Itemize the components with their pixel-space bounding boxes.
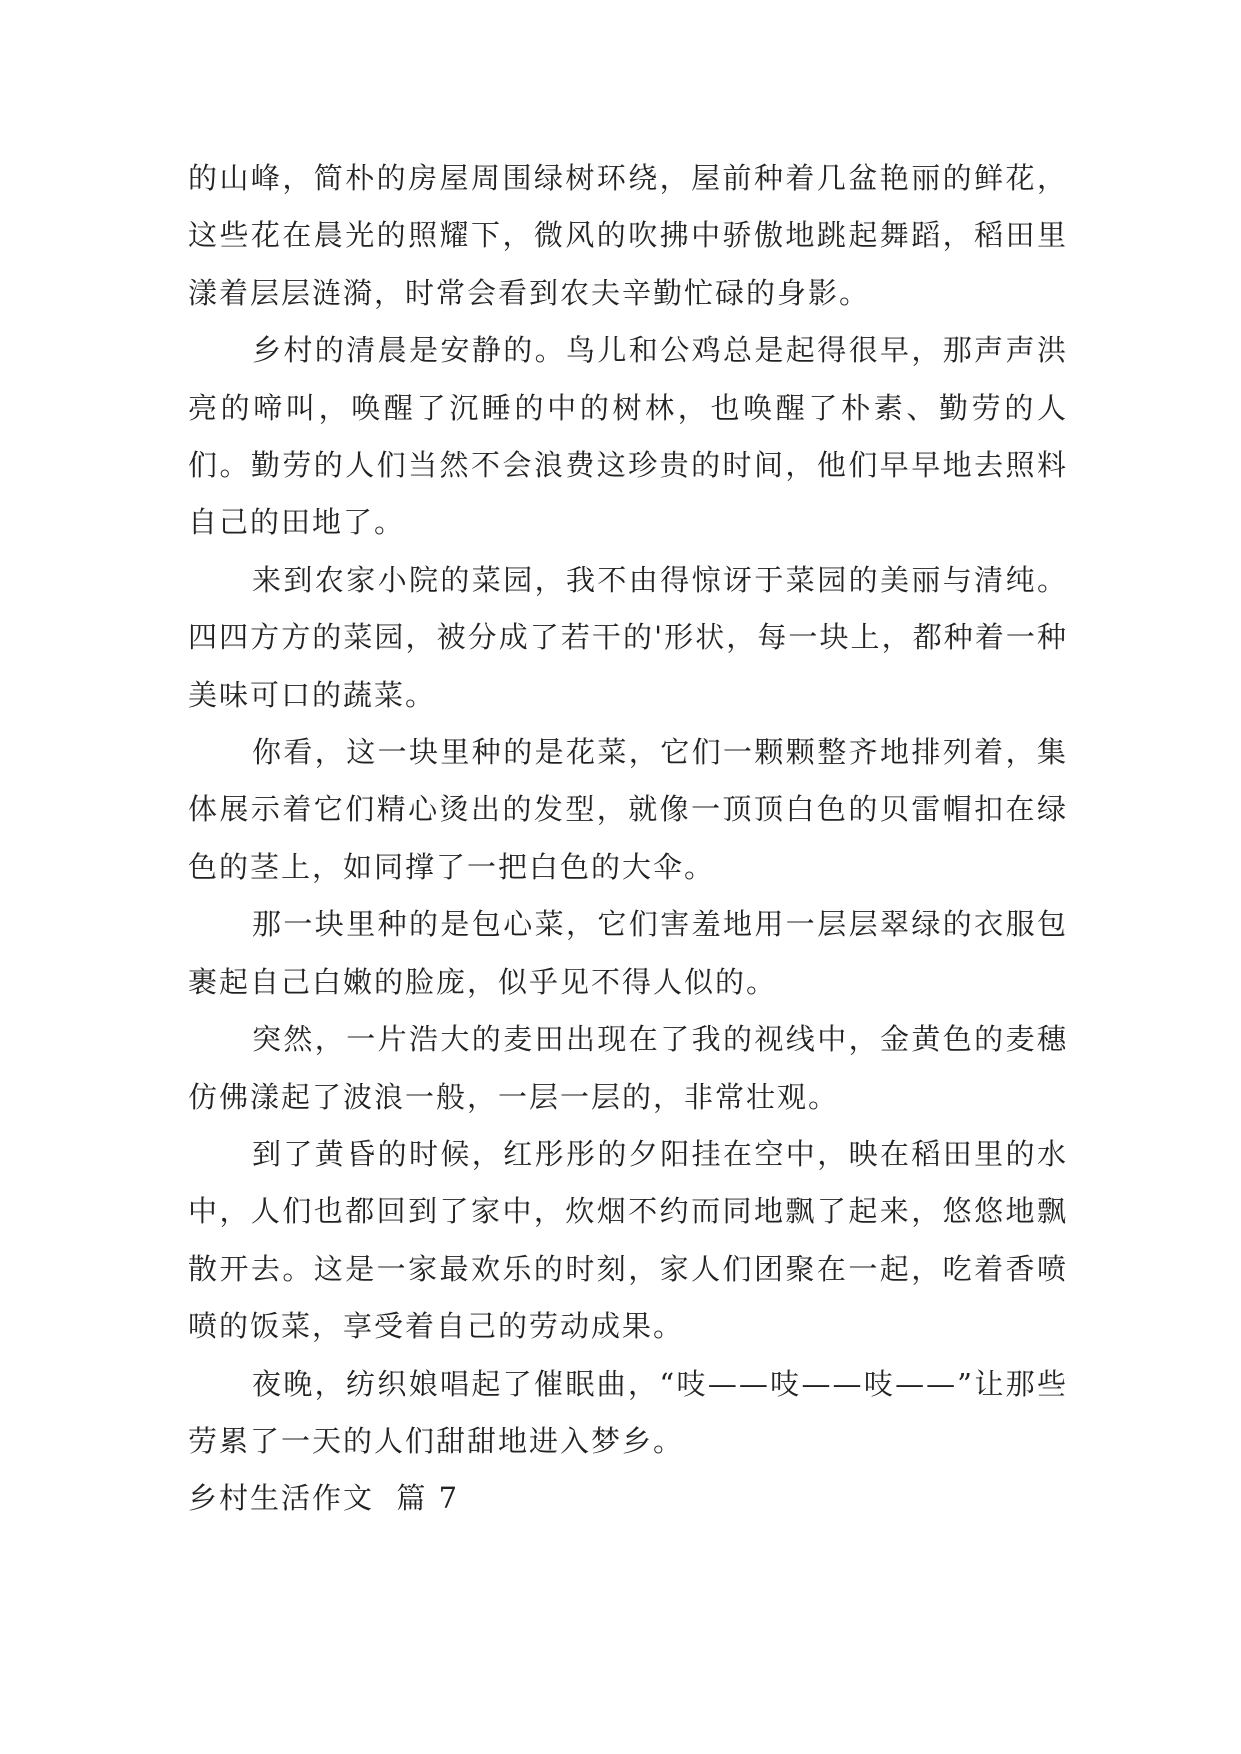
paragraph-5: 那一块里种的是包心菜，它们害羞地用一层层翠绿的衣服包裹起自己白嫩的脸庞，似乎见不得人似的。 <box>188 907 1068 999</box>
document-body <box>188 150 1068 1528</box>
paragraph-1: 的山峰，简朴的房屋周围绿树环绕，屋前种着几盆艳丽的鲜花，这些花在晨光的照耀下，微风的吹拂中骄傲地跳起舞蹈，稻田里漾着层层涟漪，时常会看到农夫辛勤忙碌的身影。 <box>188 161 1068 310</box>
section-heading: 乡村生活作文 篇 7 <box>188 1481 460 1516</box>
paragraph-4: 你看，这一块里种的是花菜，它们一颗颗整齐地排列着，集体展示着它们精心烫出的发型，就像一顶顶白色的贝雷帽扣在绿色的茎上，如同撑了一把白色的大伞。 <box>188 735 1068 884</box>
paragraph-8: 夜晚，纺织娘唱起了催眠曲，“吱——吱——吱——”让那些劳累了一天的人们甜甜地进入梦乡。 <box>188 1366 1068 1458</box>
paragraph-7: 到了黄昏的时候，红彤彤的夕阳挂在空中，映在稻田里的水中，人们也都回到了家中，炊烟不约而同地飘了起来，悠悠地飘散开去。这是一家最欢乐的时刻，家人们团聚在一起，吃着香喷喷的饭菜，享受着自己的劳动成果。 <box>188 1136 1068 1344</box>
paragraph-2: 乡村的清晨是安静的。鸟儿和公鸡总是起得很早，那声声洪亮的啼叫，唤醒了沉睡的中的树林，也唤醒了朴素、勤劳的人们。勤劳的人们当然不会浪费这珍贵的时间，他们早早地去照料自己的田地了。 <box>188 333 1068 540</box>
paragraph-3: 来到农家小院的菜园，我不由得惊讶于菜园的美丽与清纯。四四方方的菜园，被分成了若干的'形状，每一块上，都种着一种美味可口的蔬菜。 <box>188 562 1068 712</box>
paragraph-6: 突然，一片浩大的麦田出现在了我的视线中，金黄色的麦穗仿佛漾起了波浪一般，一层一层的，非常壮观。 <box>188 1022 1068 1114</box>
